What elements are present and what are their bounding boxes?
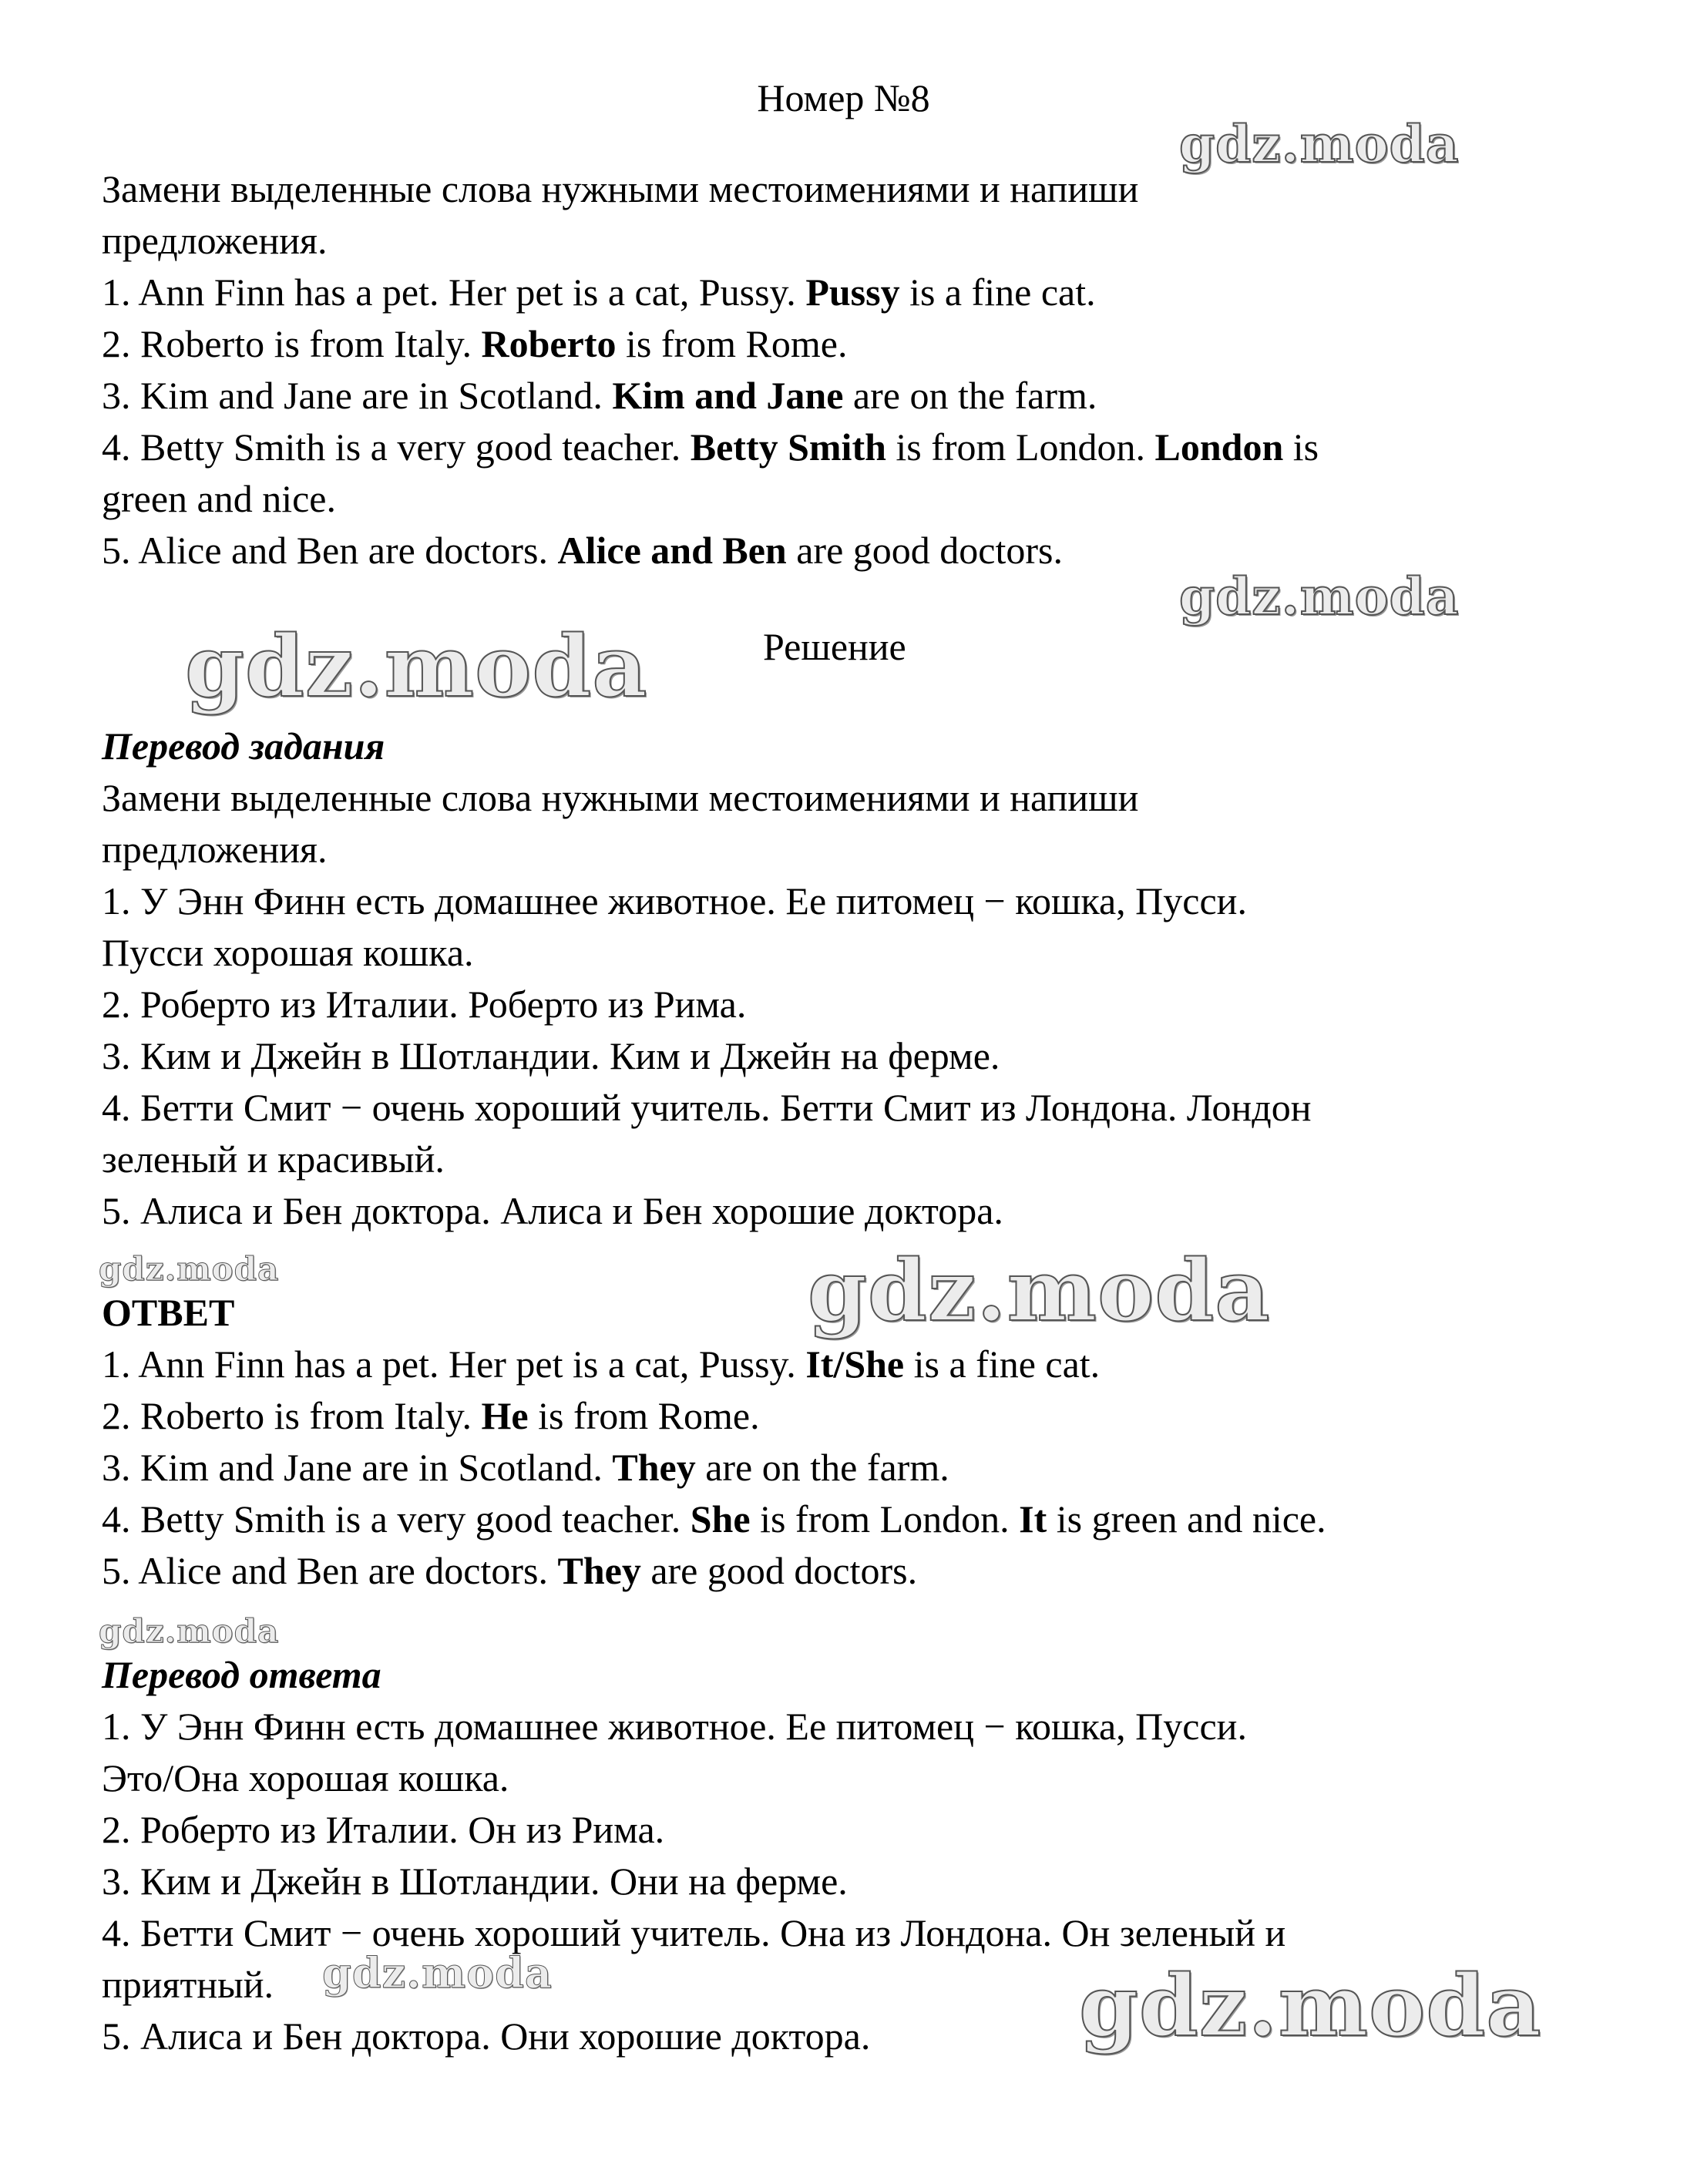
text-segment: 4. Betty Smith is a very good teacher. — [102, 425, 691, 469]
task-item-3 — [102, 370, 1097, 422]
watermark-logo: gdz.moda — [322, 1948, 553, 1998]
task-item-1 — [102, 267, 1096, 318]
text-segment: is from London. — [886, 425, 1155, 469]
translation-answer-line-4: 3. Ким и Джейн в Шотландии. Они на ферме. — [102, 1860, 848, 1903]
text-segment: 3. Kim and Jane are in Scotland. — [102, 1446, 613, 1489]
watermark-logo: gdz.moda — [99, 1612, 280, 1650]
highlighted-word: He — [481, 1394, 529, 1437]
highlighted-word: It/She — [805, 1342, 905, 1386]
text-segment: 4. Betty Smith is a very good teacher. — [102, 1497, 691, 1541]
text-segment: are good doctors. — [786, 529, 1063, 572]
highlighted-word: Kim and Jane — [612, 374, 844, 417]
text-segment: is from London. — [750, 1497, 1020, 1541]
text-segment: is a fine cat. — [899, 270, 1096, 314]
text-segment: are on the farm. — [843, 374, 1097, 417]
highlighted-word: They — [612, 1446, 696, 1489]
translation-answer-line-3: 2. Роберто из Италии. Он из Рима. — [102, 1808, 665, 1851]
solution-label: Решение — [763, 625, 906, 668]
text-segment: are on the farm. — [695, 1446, 949, 1489]
answer-item-2 — [102, 1390, 760, 1442]
translation-task-line-6: 3. Ким и Джейн в Шотландии. Ким и Джейн на ферме. — [102, 1034, 1000, 1077]
task-instruction-line-1: Замени выделенные слова нужными местоимениями и напиши — [102, 167, 1139, 210]
highlighted-word: Pussy — [805, 270, 900, 314]
text-segment: 1. Ann Finn has a pet. Her pet is a cat, Pussy. — [102, 1342, 806, 1386]
watermark-logo: gdz.moda — [185, 617, 648, 716]
translation-answer-line-6: приятный. — [102, 1963, 274, 2006]
text-segment: 5. Alice and Ben are doctors. — [102, 1549, 558, 1592]
translation-task-line-9: 5. Алиса и Бен доктора. Алиса и Бен хорошие доктора. — [102, 1189, 1003, 1232]
translation-task-line-7: 4. Бетти Смит − очень хороший учитель. Бетти Смит из Лондона. Лондон — [102, 1086, 1312, 1129]
text-segment: is — [1283, 425, 1319, 469]
text-segment: 2. Roberto is from Italy. — [102, 1394, 482, 1437]
answer-item-3 — [102, 1442, 949, 1494]
watermark-logo: gdz.moda — [99, 1250, 280, 1288]
highlighted-word: Alice and Ben — [557, 529, 787, 572]
answer-heading: ОТВЕТ — [102, 1291, 235, 1334]
highlighted-word: It — [1019, 1497, 1047, 1541]
translation-answer-line-2: Это/Она хорошая кошка. — [102, 1756, 509, 1799]
highlighted-word: London — [1154, 425, 1284, 469]
task-item-2 — [102, 318, 847, 370]
translation-task-line-5: 2. Роберто из Италии. Роберто из Рима. — [102, 983, 747, 1026]
answer-item-1 — [102, 1339, 1100, 1390]
translation-answer-heading: Перевод ответа — [102, 1653, 381, 1696]
task-item-4 — [102, 422, 1319, 473]
highlighted-word: They — [557, 1549, 641, 1592]
highlighted-word: She — [690, 1497, 751, 1541]
translation-answer-line-1: 1. У Энн Финн есть домашнее животное. Ее питомец − кошка, Пусси. — [102, 1705, 1247, 1748]
text-segment: is from Rome. — [616, 322, 848, 365]
translation-task-line-4: Пусси хорошая кошка. — [102, 931, 474, 974]
translation-answer-line-5: 4. Бетти Смит − очень хороший учитель. Она из Лондона. Он зеленый и — [102, 1911, 1286, 1954]
task-item-5 — [102, 525, 1063, 576]
translation-task-line-2: предложения. — [102, 828, 328, 871]
text-segment: is a fine cat. — [904, 1342, 1101, 1386]
task-instruction-line-2: предложения. — [102, 219, 328, 262]
text-segment: is green and nice. — [1047, 1497, 1326, 1541]
translation-task-line-8: зеленый и красивый. — [102, 1137, 445, 1181]
page-number-title: Номер №8 — [757, 76, 930, 119]
highlighted-word: Roberto — [481, 322, 617, 365]
watermark-logo: gdz.moda — [1079, 1956, 1542, 2055]
answer-item-5 — [102, 1545, 917, 1597]
text-segment: are good doctors. — [640, 1549, 918, 1592]
watermark-logo: gdz.moda — [1179, 114, 1460, 174]
text-segment: is from Rome. — [528, 1394, 760, 1437]
text-segment: green and nice. — [102, 477, 337, 520]
translation-task-line-3: 1. У Энн Финн есть домашнее животное. Ее питомец − кошка, Пусси. — [102, 879, 1247, 922]
translation-task-heading: Перевод задания — [102, 724, 385, 768]
task-item-4-cont — [102, 473, 336, 525]
watermark-logo: gdz.moda — [1179, 566, 1460, 627]
translation-task-line-1: Замени выделенные слова нужными местоимениями и напиши — [102, 776, 1139, 819]
text-segment: 5. Alice and Ben are doctors. — [102, 529, 558, 572]
answer-item-4 — [102, 1494, 1326, 1545]
text-segment: 3. Kim and Jane are in Scotland. — [102, 374, 613, 417]
text-segment: 1. Ann Finn has a pet. Her pet is a cat, Pussy. — [102, 270, 806, 314]
translation-answer-line-7: 5. Алиса и Бен доктора. Они хорошие доктора. — [102, 2014, 871, 2058]
watermark-logo: gdz.moda — [808, 1241, 1271, 1340]
text-segment: 2. Roberto is from Italy. — [102, 322, 482, 365]
highlighted-word: Betty Smith — [690, 425, 886, 469]
